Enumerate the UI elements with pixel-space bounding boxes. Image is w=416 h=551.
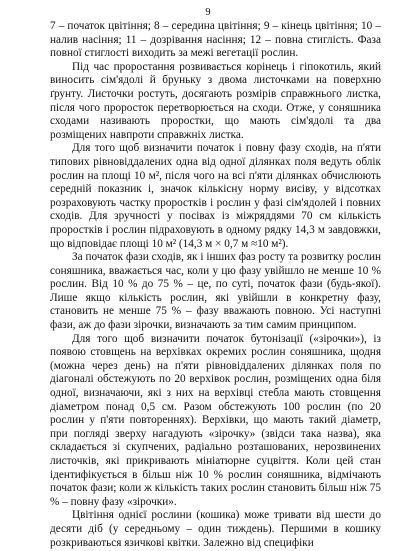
paragraph-budding-star: Для того щоб визначити початок бутонізації («зірочки»), із появою стовщень на верхівках окремих рослин соняшника, щодня (можна через день) на п'яти рівновіддалених ділянках поля по діагоналі обстежують по 20 верхівок рослин, розміщених одна біля одної, визначаючи, які з них на верхівці стебла мають стовщення діаметром понад 0,5 см. Разом обстежують 100 рослин (по 20 рослин у п'яти повтореннях). Верхівки, що мають такий діаметр, при погляді зверху нагадують «зірочку» (звідси така назва), яка складається зі скупчених, радіально розташованих, нерозвинених листочків, які прикривають мініатюрне суцвіття. Коли цей стан ідентифікується в більш ніж 10 % рослин соняшника, відмічають початок фази; коли ж кількість таких рослин становить більш ніж 75 % – повну фазу «зірочки». [50,332,381,508]
paragraph-phase-threshold: За початок фази сходів, як і інших фаз росту та розвитку рослин соняшника, вважається час, коли у цю фазу увійшло не менше 10 % рослин. Від 10 % до 75 % – це, по суті, початок фази (будь-якої). Лише якщо кількість рослин, які увійшли в конкретну фазу, становить не менше 75 % – фазу вважають повною. Усі наступні фази, аж до фази зірочки, визначають за тим самим принципом. [50,251,381,332]
paragraph-growth-stages-continued: 7 – початок цвітіння; 8 – середина цвітіння; 9 – кінець цвітіння; 10 – налив насіння; 11 – дозрівання насіння; 12 – повна стиглість. Фаза повної стиглості виходить за межі вегетації рослин. [50,20,381,60]
paragraph-emergence-count: Для того щоб визначити початок і повну фазу сходів, на п'яти типових рівновіддалених одна від одної ділянках поля ведуть облік рослин на площі 10 м², після чого на всі п'яти ділянках обчислюють середній показник і, значок кількісну норму висіву, у відсотках розраховують частку проростків і рослин у фазі сім'ядолей і повних сходів. Для зручності у посівах із міжряддями 70 см кількість проростків і рослин підраховують в одному рядку 14,3 м завдовжки, що відповідає площі 10 м² (14,3 м × 0,7 м ≈10 м²). [50,142,381,250]
paragraph-germination: Під час проростання розвивається корінець і гіпокотиль, який виносить сім'ядолі й бруньку з двома листочками на поверхню ґрунту. Листочки ростуть, досягають розмірів справжнього листка, після чого проросток перетворюється на сходи. Отже, у соняшника сходами називають проростки, що мають сім'ядолі та два розміщених навпроти справжніх листка. [50,60,381,141]
page-number: 9 [205,7,211,18]
body-text [50,20,381,550]
paragraph-flowering: Цвітіння однієї рослини (кошика) може тривати від шести до десяти діб (у середньому – один тиждень). Першими в кошику розкриваються язичкові квітки. Залежно від специфіки [50,509,381,549]
